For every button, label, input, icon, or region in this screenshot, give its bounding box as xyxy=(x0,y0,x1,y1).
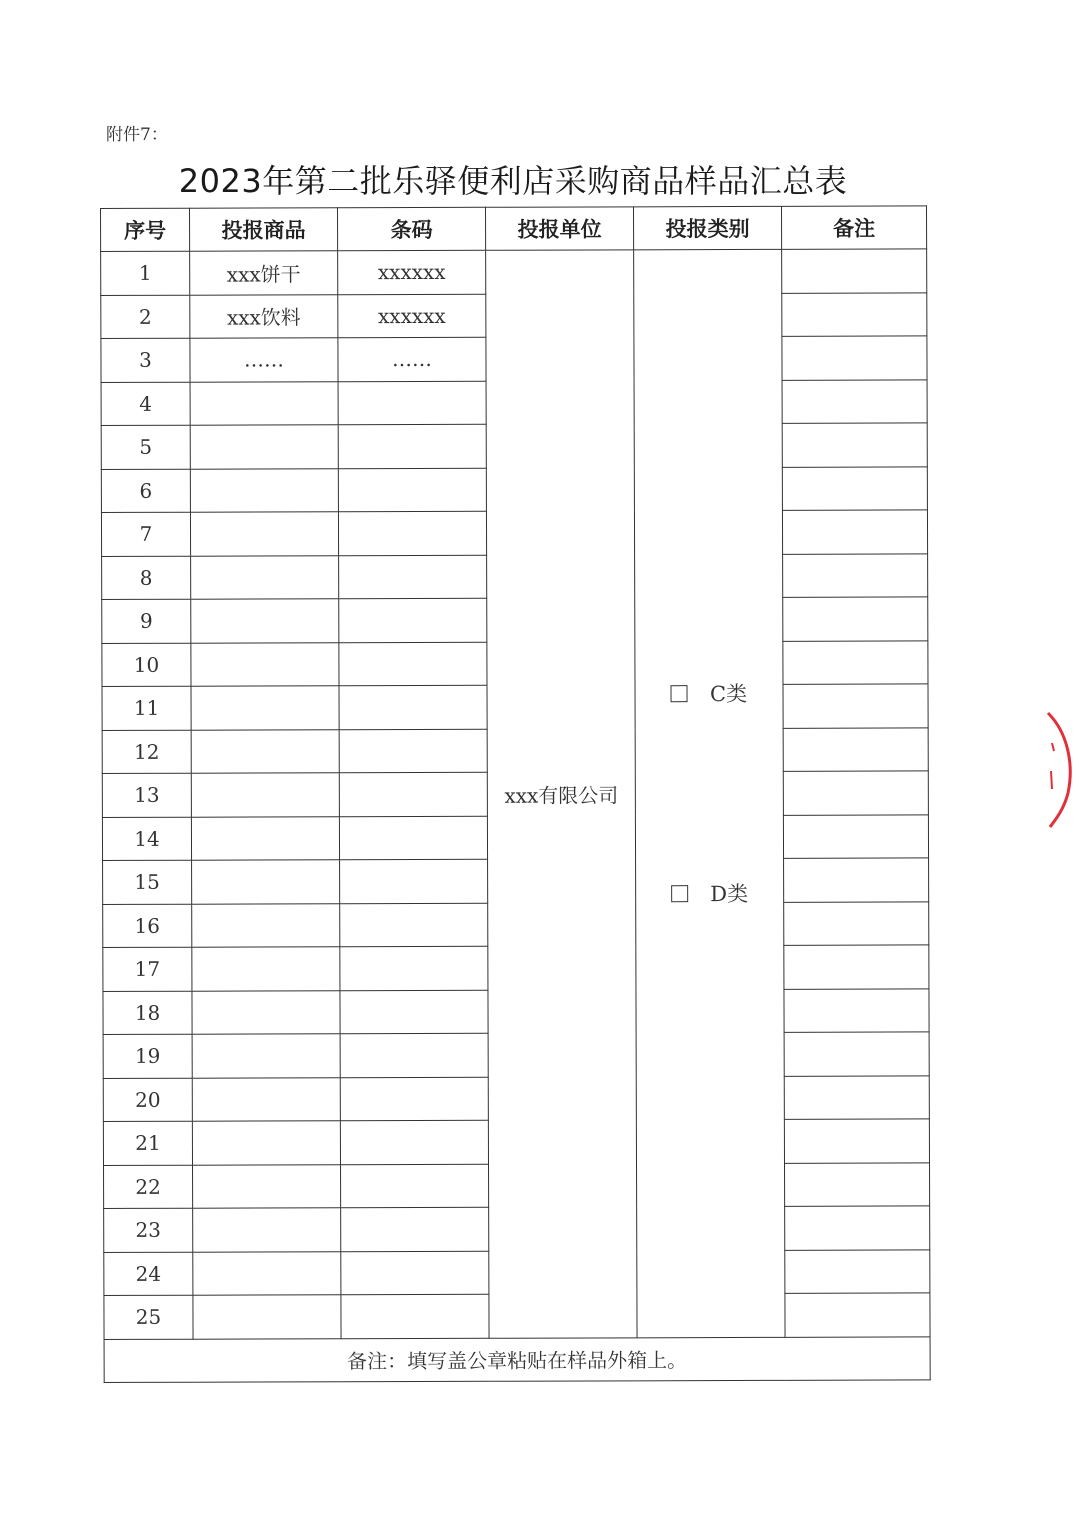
row-barcode xyxy=(338,424,486,468)
row-number: 1 xyxy=(101,251,190,295)
row-barcode xyxy=(339,598,487,642)
row-number: 16 xyxy=(103,904,192,948)
row-barcode xyxy=(339,729,487,773)
row-barcode xyxy=(340,903,488,947)
category-option xyxy=(635,678,782,708)
row-barcode: xxxxxx xyxy=(338,294,486,338)
header-row xyxy=(101,206,927,252)
row-number: 25 xyxy=(104,1295,193,1339)
row-product xyxy=(192,1034,340,1078)
row-product xyxy=(192,860,340,904)
row-remark xyxy=(783,814,928,858)
row-product xyxy=(193,1251,341,1295)
row-product: xxx饼干 xyxy=(190,251,338,295)
row-number: 13 xyxy=(102,773,191,817)
row-remark xyxy=(782,336,927,380)
row-number: 19 xyxy=(103,1034,192,1078)
row-remark xyxy=(784,1032,929,1076)
row-product xyxy=(192,947,340,991)
row-number: 6 xyxy=(101,469,190,513)
row-barcode xyxy=(338,468,486,512)
row-number: 15 xyxy=(103,860,192,904)
row-product: …… xyxy=(190,338,338,382)
row-barcode xyxy=(340,1077,488,1121)
attachment-label: 附件7： xyxy=(106,125,168,145)
row-barcode xyxy=(339,555,487,599)
header-no: 序号 xyxy=(101,208,190,251)
row-remark xyxy=(782,292,927,336)
row-remark xyxy=(782,510,927,554)
row-number: 23 xyxy=(104,1208,193,1252)
header-barcode: 条码 xyxy=(338,207,486,250)
row-number: 21 xyxy=(103,1121,192,1165)
row-remark xyxy=(785,1293,930,1337)
row-remark xyxy=(784,1075,929,1119)
row-remark xyxy=(785,1162,930,1206)
footer-note: 备注：填写盖公章粘贴在样品外箱上。 xyxy=(104,1336,930,1382)
summary-table xyxy=(100,205,931,1383)
row-remark xyxy=(783,771,928,815)
row-product xyxy=(190,468,338,512)
row-number: 14 xyxy=(102,817,191,861)
row-number: 5 xyxy=(101,425,190,469)
row-product xyxy=(193,1208,341,1252)
row-product: xxx饮料 xyxy=(190,294,338,338)
row-product xyxy=(193,1164,341,1208)
row-barcode xyxy=(340,859,488,903)
row-remark xyxy=(783,684,928,728)
row-remark xyxy=(783,553,928,597)
row-product xyxy=(193,1295,341,1339)
row-product xyxy=(190,381,338,425)
table-row xyxy=(101,249,927,295)
category-cell xyxy=(634,249,785,1337)
row-barcode xyxy=(341,1164,489,1208)
category-label: C类 xyxy=(709,682,748,707)
row-product xyxy=(190,512,338,556)
row-remark xyxy=(784,1119,929,1163)
checkbox-icon xyxy=(671,685,688,702)
row-barcode xyxy=(341,1251,489,1295)
row-product xyxy=(191,773,339,817)
row-barcode xyxy=(339,642,487,686)
red-stamp-edge xyxy=(1030,705,1080,830)
row-remark xyxy=(784,901,929,945)
row-remark xyxy=(785,1206,930,1250)
row-remark xyxy=(783,640,928,684)
category-option xyxy=(636,878,783,908)
row-number: 18 xyxy=(103,991,192,1035)
row-barcode xyxy=(339,685,487,729)
row-product xyxy=(191,729,339,773)
row-remark xyxy=(784,988,929,1032)
page-title: 2023年第二批乐驿便利店采购商品样品汇总表 xyxy=(178,162,848,200)
row-number: 2 xyxy=(101,295,190,339)
row-remark xyxy=(782,379,927,423)
row-number: 10 xyxy=(102,643,191,687)
row-barcode xyxy=(338,381,486,425)
row-number: 11 xyxy=(102,686,191,730)
row-number: 3 xyxy=(101,338,190,382)
row-product xyxy=(190,425,338,469)
row-remark xyxy=(784,945,929,989)
row-product xyxy=(192,1121,340,1165)
row-number: 8 xyxy=(102,556,191,600)
row-number: 24 xyxy=(104,1252,193,1296)
row-product xyxy=(191,599,339,643)
row-product xyxy=(192,903,340,947)
row-product xyxy=(192,990,340,1034)
row-product xyxy=(192,1077,340,1121)
row-remark xyxy=(782,466,927,510)
row-remark xyxy=(783,727,928,771)
row-number: 12 xyxy=(102,730,191,774)
header-product: 投报商品 xyxy=(190,208,338,251)
row-barcode: xxxxxx xyxy=(338,250,486,294)
row-remark xyxy=(783,597,928,641)
row-product xyxy=(191,816,339,860)
header-category: 投报类别 xyxy=(633,206,781,249)
row-barcode: …… xyxy=(338,337,486,381)
table-body xyxy=(101,249,931,1383)
row-barcode xyxy=(339,816,487,860)
category-label: D类 xyxy=(710,882,749,907)
row-product xyxy=(191,686,339,730)
row-barcode xyxy=(340,1033,488,1077)
row-number: 4 xyxy=(101,382,190,426)
row-number: 20 xyxy=(103,1078,192,1122)
row-remark xyxy=(785,1249,930,1293)
row-barcode xyxy=(340,1120,488,1164)
row-number: 22 xyxy=(104,1165,193,1209)
row-barcode xyxy=(338,511,486,555)
row-number: 9 xyxy=(102,599,191,643)
row-barcode xyxy=(340,946,488,990)
row-barcode xyxy=(341,1294,489,1338)
row-product xyxy=(191,555,339,599)
row-number: 7 xyxy=(101,512,190,556)
row-barcode xyxy=(340,990,488,1034)
row-remark xyxy=(784,858,929,902)
row-barcode xyxy=(339,772,487,816)
row-barcode xyxy=(341,1207,489,1251)
row-remark xyxy=(782,423,927,467)
checkbox-icon xyxy=(671,885,688,902)
header-remark: 备注 xyxy=(781,206,926,249)
row-product xyxy=(191,642,339,686)
row-remark xyxy=(782,249,927,293)
row-number: 17 xyxy=(103,947,192,991)
header-unit: 投报单位 xyxy=(485,207,633,250)
unit-cell: xxx有限公司 xyxy=(486,250,637,1338)
